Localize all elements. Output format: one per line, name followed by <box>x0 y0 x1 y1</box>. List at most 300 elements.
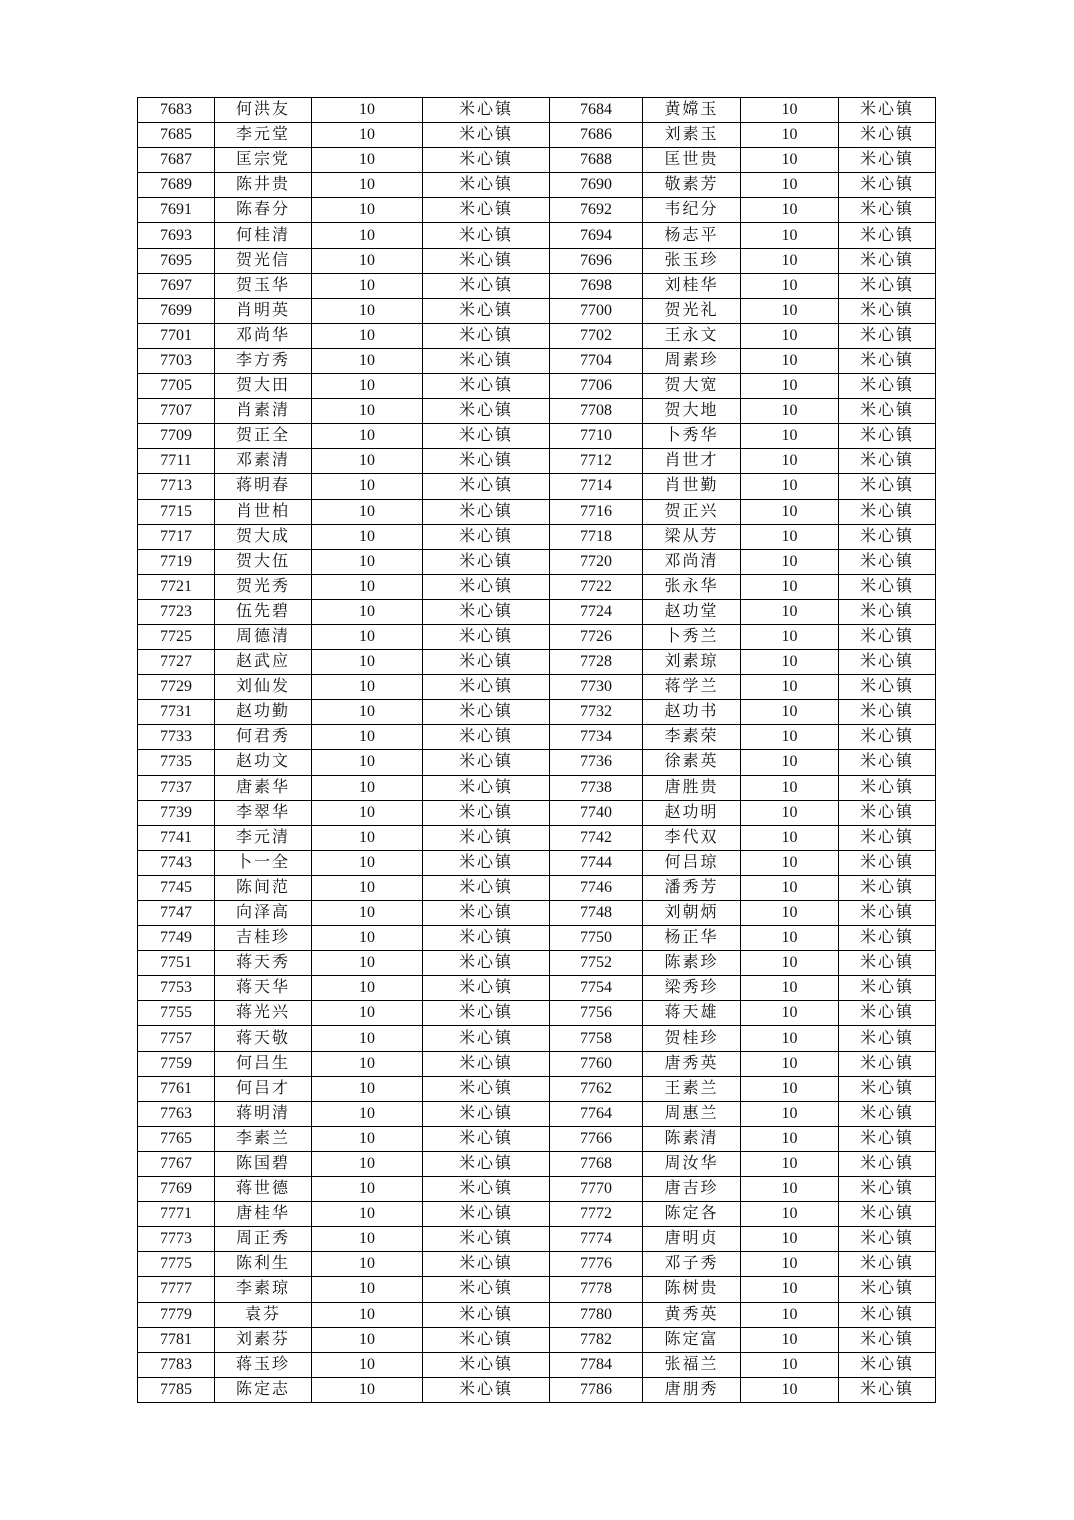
cell-name: 李素荣 <box>643 725 741 750</box>
cell-id: 7691 <box>138 198 215 223</box>
cell-amount: 10 <box>741 926 839 951</box>
cell-id: 7740 <box>550 800 643 825</box>
cell-name: 贺大田 <box>215 374 312 399</box>
cell-amount: 10 <box>741 248 839 273</box>
table-row <box>138 499 936 524</box>
cell-amount: 10 <box>741 1252 839 1277</box>
cell-name: 周正秀 <box>215 1227 312 1252</box>
cell-id: 7725 <box>138 624 215 649</box>
cell-amount: 10 <box>741 775 839 800</box>
cell-amount: 10 <box>312 675 423 700</box>
cell-id: 7710 <box>550 424 643 449</box>
cell-name: 贺桂珍 <box>643 1026 741 1051</box>
cell-town: 米心镇 <box>839 1352 936 1377</box>
cell-town: 米心镇 <box>423 1151 550 1176</box>
cell-amount: 10 <box>741 148 839 173</box>
table-row <box>138 524 936 549</box>
table-row <box>138 901 936 926</box>
cell-town: 米心镇 <box>423 449 550 474</box>
cell-id: 7732 <box>550 700 643 725</box>
table-row <box>138 298 936 323</box>
cell-amount: 10 <box>741 951 839 976</box>
cell-name: 陈间范 <box>215 875 312 900</box>
cell-name: 李元堂 <box>215 123 312 148</box>
cell-town: 米心镇 <box>423 273 550 298</box>
table-row <box>138 223 936 248</box>
cell-id: 7783 <box>138 1352 215 1377</box>
cell-town: 米心镇 <box>423 624 550 649</box>
cell-amount: 10 <box>312 1227 423 1252</box>
cell-amount: 10 <box>741 549 839 574</box>
table-row <box>138 926 936 951</box>
table-row <box>138 549 936 574</box>
cell-town: 米心镇 <box>839 1277 936 1302</box>
cell-name: 蒋天敬 <box>215 1026 312 1051</box>
cell-name: 黄秀英 <box>643 1302 741 1327</box>
cell-town: 米心镇 <box>839 173 936 198</box>
cell-town: 米心镇 <box>839 223 936 248</box>
cell-name: 匡世贵 <box>643 148 741 173</box>
cell-town: 米心镇 <box>839 1026 936 1051</box>
cell-id: 7684 <box>550 98 643 123</box>
cell-name: 张玉珍 <box>643 248 741 273</box>
cell-name: 周德清 <box>215 624 312 649</box>
cell-name: 周惠兰 <box>643 1101 741 1126</box>
cell-amount: 10 <box>741 1377 839 1402</box>
cell-name: 贺光信 <box>215 248 312 273</box>
cell-id: 7686 <box>550 123 643 148</box>
cell-id: 7785 <box>138 1377 215 1402</box>
table-row <box>138 1126 936 1151</box>
cell-town: 米心镇 <box>423 223 550 248</box>
cell-name: 李素琼 <box>215 1277 312 1302</box>
cell-amount: 10 <box>312 1252 423 1277</box>
cell-town: 米心镇 <box>839 1126 936 1151</box>
cell-town: 米心镇 <box>839 1252 936 1277</box>
table-row <box>138 273 936 298</box>
cell-name: 李元清 <box>215 825 312 850</box>
cell-name: 梁秀珍 <box>643 976 741 1001</box>
cell-amount: 10 <box>741 499 839 524</box>
cell-id: 7759 <box>138 1051 215 1076</box>
cell-name: 肖明英 <box>215 298 312 323</box>
cell-town: 米心镇 <box>839 976 936 1001</box>
cell-amount: 10 <box>741 424 839 449</box>
cell-name: 赵功明 <box>643 800 741 825</box>
cell-id: 7712 <box>550 449 643 474</box>
cell-town: 米心镇 <box>839 624 936 649</box>
cell-id: 7748 <box>550 901 643 926</box>
cell-town: 米心镇 <box>423 1252 550 1277</box>
cell-amount: 10 <box>312 248 423 273</box>
table-row <box>138 1227 936 1252</box>
cell-town: 米心镇 <box>839 875 936 900</box>
cell-id: 7688 <box>550 148 643 173</box>
cell-id: 7733 <box>138 725 215 750</box>
cell-town: 米心镇 <box>839 574 936 599</box>
cell-id: 7763 <box>138 1101 215 1126</box>
cell-name: 唐胜贵 <box>643 775 741 800</box>
cell-amount: 10 <box>741 901 839 926</box>
cell-town: 米心镇 <box>839 901 936 926</box>
cell-town: 米心镇 <box>839 449 936 474</box>
cell-amount: 10 <box>741 599 839 624</box>
cell-amount: 10 <box>741 1126 839 1151</box>
cell-id: 7760 <box>550 1051 643 1076</box>
table-row <box>138 800 936 825</box>
cell-name: 张福兰 <box>643 1352 741 1377</box>
cell-town: 米心镇 <box>839 1076 936 1101</box>
cell-name: 蒋明清 <box>215 1101 312 1126</box>
cell-amount: 10 <box>741 198 839 223</box>
table-row <box>138 449 936 474</box>
cell-amount: 10 <box>312 725 423 750</box>
cell-amount: 10 <box>312 901 423 926</box>
cell-name: 杨志平 <box>643 223 741 248</box>
cell-name: 贺大成 <box>215 524 312 549</box>
cell-town: 米心镇 <box>423 173 550 198</box>
table-row <box>138 775 936 800</box>
cell-amount: 10 <box>741 449 839 474</box>
cell-name: 韦纪分 <box>643 198 741 223</box>
cell-amount: 10 <box>741 323 839 348</box>
cell-amount: 10 <box>741 1327 839 1352</box>
cell-name: 何吕生 <box>215 1051 312 1076</box>
cell-amount: 10 <box>312 951 423 976</box>
cell-town: 米心镇 <box>423 1026 550 1051</box>
cell-town: 米心镇 <box>423 123 550 148</box>
cell-id: 7698 <box>550 273 643 298</box>
cell-amount: 10 <box>312 98 423 123</box>
cell-name: 徐素英 <box>643 750 741 775</box>
cell-amount: 10 <box>741 374 839 399</box>
cell-town: 米心镇 <box>423 1352 550 1377</box>
cell-town: 米心镇 <box>423 323 550 348</box>
cell-id: 7714 <box>550 474 643 499</box>
cell-town: 米心镇 <box>839 148 936 173</box>
cell-amount: 10 <box>312 449 423 474</box>
cell-id: 7719 <box>138 549 215 574</box>
cell-amount: 10 <box>741 474 839 499</box>
cell-name: 刘朝炳 <box>643 901 741 926</box>
cell-name: 唐素华 <box>215 775 312 800</box>
cell-amount: 10 <box>741 524 839 549</box>
cell-id: 7706 <box>550 374 643 399</box>
cell-town: 米心镇 <box>423 298 550 323</box>
cell-name: 蒋天华 <box>215 976 312 1001</box>
cell-town: 米心镇 <box>423 926 550 951</box>
cell-id: 7705 <box>138 374 215 399</box>
cell-id: 7692 <box>550 198 643 223</box>
cell-id: 7701 <box>138 323 215 348</box>
cell-town: 米心镇 <box>423 976 550 1001</box>
cell-amount: 10 <box>312 1302 423 1327</box>
cell-town: 米心镇 <box>839 348 936 373</box>
cell-id: 7756 <box>550 1001 643 1026</box>
cell-id: 7696 <box>550 248 643 273</box>
cell-town: 米心镇 <box>839 1177 936 1202</box>
cell-name: 陈素珍 <box>643 951 741 976</box>
cell-amount: 10 <box>312 273 423 298</box>
cell-town: 米心镇 <box>423 424 550 449</box>
cell-id: 7723 <box>138 599 215 624</box>
cell-amount: 10 <box>312 574 423 599</box>
cell-id: 7747 <box>138 901 215 926</box>
cell-id: 7768 <box>550 1151 643 1176</box>
cell-amount: 10 <box>741 1177 839 1202</box>
cell-amount: 10 <box>312 926 423 951</box>
cell-amount: 10 <box>312 650 423 675</box>
table-row <box>138 1177 936 1202</box>
table-row <box>138 700 936 725</box>
cell-amount: 10 <box>741 348 839 373</box>
cell-amount: 10 <box>741 399 839 424</box>
cell-id: 7752 <box>550 951 643 976</box>
cell-name: 唐秀英 <box>643 1051 741 1076</box>
table-row <box>138 173 936 198</box>
cell-amount: 10 <box>312 148 423 173</box>
table-row <box>138 825 936 850</box>
cell-amount: 10 <box>312 298 423 323</box>
cell-name: 肖素清 <box>215 399 312 424</box>
cell-name: 蒋学兰 <box>643 675 741 700</box>
cell-amount: 10 <box>741 624 839 649</box>
cell-name: 贺大宽 <box>643 374 741 399</box>
cell-town: 米心镇 <box>839 1377 936 1402</box>
cell-town: 米心镇 <box>423 1076 550 1101</box>
cell-town: 米心镇 <box>423 374 550 399</box>
cell-name: 陈井贵 <box>215 173 312 198</box>
cell-town: 米心镇 <box>839 650 936 675</box>
cell-id: 7683 <box>138 98 215 123</box>
cell-id: 7767 <box>138 1151 215 1176</box>
cell-id: 7765 <box>138 1126 215 1151</box>
cell-name: 陈定富 <box>643 1327 741 1352</box>
cell-amount: 10 <box>312 1202 423 1227</box>
cell-town: 米心镇 <box>423 399 550 424</box>
cell-id: 7693 <box>138 223 215 248</box>
cell-amount: 10 <box>312 825 423 850</box>
table-row <box>138 123 936 148</box>
cell-name: 何君秀 <box>215 725 312 750</box>
cell-town: 米心镇 <box>839 323 936 348</box>
cell-town: 米心镇 <box>423 1051 550 1076</box>
cell-amount: 10 <box>741 1202 839 1227</box>
cell-amount: 10 <box>741 1101 839 1126</box>
cell-town: 米心镇 <box>423 1277 550 1302</box>
cell-amount: 10 <box>741 1227 839 1252</box>
cell-name: 邓尚清 <box>643 549 741 574</box>
cell-id: 7708 <box>550 399 643 424</box>
cell-id: 7777 <box>138 1277 215 1302</box>
cell-town: 米心镇 <box>839 750 936 775</box>
cell-amount: 10 <box>312 850 423 875</box>
cell-name: 王永文 <box>643 323 741 348</box>
cell-name: 唐吉珍 <box>643 1177 741 1202</box>
cell-town: 米心镇 <box>839 675 936 700</box>
cell-amount: 10 <box>312 800 423 825</box>
cell-name: 刘仙发 <box>215 675 312 700</box>
cell-amount: 10 <box>312 976 423 1001</box>
cell-town: 米心镇 <box>423 901 550 926</box>
table-row <box>138 1302 936 1327</box>
cell-town: 米心镇 <box>839 1101 936 1126</box>
cell-name: 梁从芳 <box>643 524 741 549</box>
cell-town: 米心镇 <box>839 374 936 399</box>
cell-name: 刘桂华 <box>643 273 741 298</box>
cell-town: 米心镇 <box>839 123 936 148</box>
cell-name: 陈利生 <box>215 1252 312 1277</box>
cell-town: 米心镇 <box>839 298 936 323</box>
cell-name: 何吕才 <box>215 1076 312 1101</box>
cell-id: 7699 <box>138 298 215 323</box>
cell-town: 米心镇 <box>423 1177 550 1202</box>
cell-id: 7775 <box>138 1252 215 1277</box>
cell-id: 7762 <box>550 1076 643 1101</box>
cell-town: 米心镇 <box>839 549 936 574</box>
table-row <box>138 148 936 173</box>
cell-town: 米心镇 <box>423 98 550 123</box>
cell-amount: 10 <box>312 1051 423 1076</box>
cell-name: 张永华 <box>643 574 741 599</box>
cell-id: 7749 <box>138 926 215 951</box>
cell-name: 伍先碧 <box>215 599 312 624</box>
cell-name: 蒋天雄 <box>643 1001 741 1026</box>
cell-amount: 10 <box>741 1051 839 1076</box>
cell-id: 7690 <box>550 173 643 198</box>
cell-id: 7774 <box>550 1227 643 1252</box>
cell-town: 米心镇 <box>839 1001 936 1026</box>
cell-amount: 10 <box>741 650 839 675</box>
cell-amount: 10 <box>741 725 839 750</box>
cell-id: 7766 <box>550 1126 643 1151</box>
cell-amount: 10 <box>312 875 423 900</box>
cell-amount: 10 <box>741 976 839 1001</box>
table-row <box>138 574 936 599</box>
cell-id: 7755 <box>138 1001 215 1026</box>
cell-amount: 10 <box>741 875 839 900</box>
cell-id: 7703 <box>138 348 215 373</box>
cell-town: 米心镇 <box>839 499 936 524</box>
cell-id: 7770 <box>550 1177 643 1202</box>
table-row <box>138 675 936 700</box>
cell-id: 7717 <box>138 524 215 549</box>
table-row <box>138 1026 936 1051</box>
cell-id: 7694 <box>550 223 643 248</box>
cell-amount: 10 <box>312 524 423 549</box>
cell-id: 7786 <box>550 1377 643 1402</box>
cell-id: 7778 <box>550 1277 643 1302</box>
cell-town: 米心镇 <box>423 599 550 624</box>
cell-amount: 10 <box>741 574 839 599</box>
cell-id: 7758 <box>550 1026 643 1051</box>
cell-id: 7720 <box>550 549 643 574</box>
table-row <box>138 474 936 499</box>
cell-id: 7685 <box>138 123 215 148</box>
cell-id: 7726 <box>550 624 643 649</box>
table-row <box>138 1076 936 1101</box>
cell-name: 何洪友 <box>215 98 312 123</box>
cell-name: 陈定各 <box>643 1202 741 1227</box>
cell-id: 7742 <box>550 825 643 850</box>
cell-name: 李方秀 <box>215 348 312 373</box>
cell-id: 7779 <box>138 1302 215 1327</box>
cell-name: 贺光秀 <box>215 574 312 599</box>
cell-name: 陈国碧 <box>215 1151 312 1176</box>
cell-id: 7722 <box>550 574 643 599</box>
cell-name: 赵功书 <box>643 700 741 725</box>
cell-name: 陈春分 <box>215 198 312 223</box>
cell-amount: 10 <box>312 323 423 348</box>
cell-name: 蒋世德 <box>215 1177 312 1202</box>
cell-amount: 10 <box>741 1001 839 1026</box>
cell-amount: 10 <box>741 750 839 775</box>
table-row <box>138 424 936 449</box>
table-row <box>138 323 936 348</box>
table-row <box>138 198 936 223</box>
cell-name: 陈素清 <box>643 1126 741 1151</box>
table-row <box>138 725 936 750</box>
cell-amount: 10 <box>312 424 423 449</box>
cell-town: 米心镇 <box>423 700 550 725</box>
cell-town: 米心镇 <box>839 800 936 825</box>
table-row <box>138 951 936 976</box>
cell-amount: 10 <box>741 800 839 825</box>
cell-town: 米心镇 <box>423 800 550 825</box>
cell-amount: 10 <box>312 1001 423 1026</box>
cell-name: 贺光礼 <box>643 298 741 323</box>
cell-amount: 10 <box>741 1151 839 1176</box>
cell-town: 米心镇 <box>839 951 936 976</box>
cell-town: 米心镇 <box>423 574 550 599</box>
table-row <box>138 248 936 273</box>
table-row <box>138 750 936 775</box>
cell-id: 7746 <box>550 875 643 900</box>
cell-name: 唐桂华 <box>215 1202 312 1227</box>
cell-name: 贺正兴 <box>643 499 741 524</box>
cell-amount: 10 <box>741 1076 839 1101</box>
table-row <box>138 1252 936 1277</box>
cell-town: 米心镇 <box>423 1202 550 1227</box>
cell-amount: 10 <box>312 348 423 373</box>
cell-town: 米心镇 <box>839 775 936 800</box>
cell-town: 米心镇 <box>423 1126 550 1151</box>
cell-id: 7734 <box>550 725 643 750</box>
cell-amount: 10 <box>741 298 839 323</box>
table-row <box>138 1327 936 1352</box>
cell-amount: 10 <box>312 599 423 624</box>
cell-amount: 10 <box>312 549 423 574</box>
cell-town: 米心镇 <box>839 399 936 424</box>
table-row <box>138 650 936 675</box>
cell-id: 7764 <box>550 1101 643 1126</box>
cell-id: 7718 <box>550 524 643 549</box>
cell-amount: 10 <box>312 1076 423 1101</box>
cell-name: 杨正华 <box>643 926 741 951</box>
cell-town: 米心镇 <box>423 1302 550 1327</box>
cell-town: 米心镇 <box>839 98 936 123</box>
cell-name: 邓素清 <box>215 449 312 474</box>
cell-amount: 10 <box>312 1177 423 1202</box>
cell-amount: 10 <box>741 675 839 700</box>
cell-town: 米心镇 <box>423 725 550 750</box>
cell-name: 邓尚华 <box>215 323 312 348</box>
cell-name: 蒋玉珍 <box>215 1352 312 1377</box>
cell-id: 7709 <box>138 424 215 449</box>
cell-name: 王素兰 <box>643 1076 741 1101</box>
cell-name: 贺正全 <box>215 424 312 449</box>
cell-town: 米心镇 <box>839 198 936 223</box>
